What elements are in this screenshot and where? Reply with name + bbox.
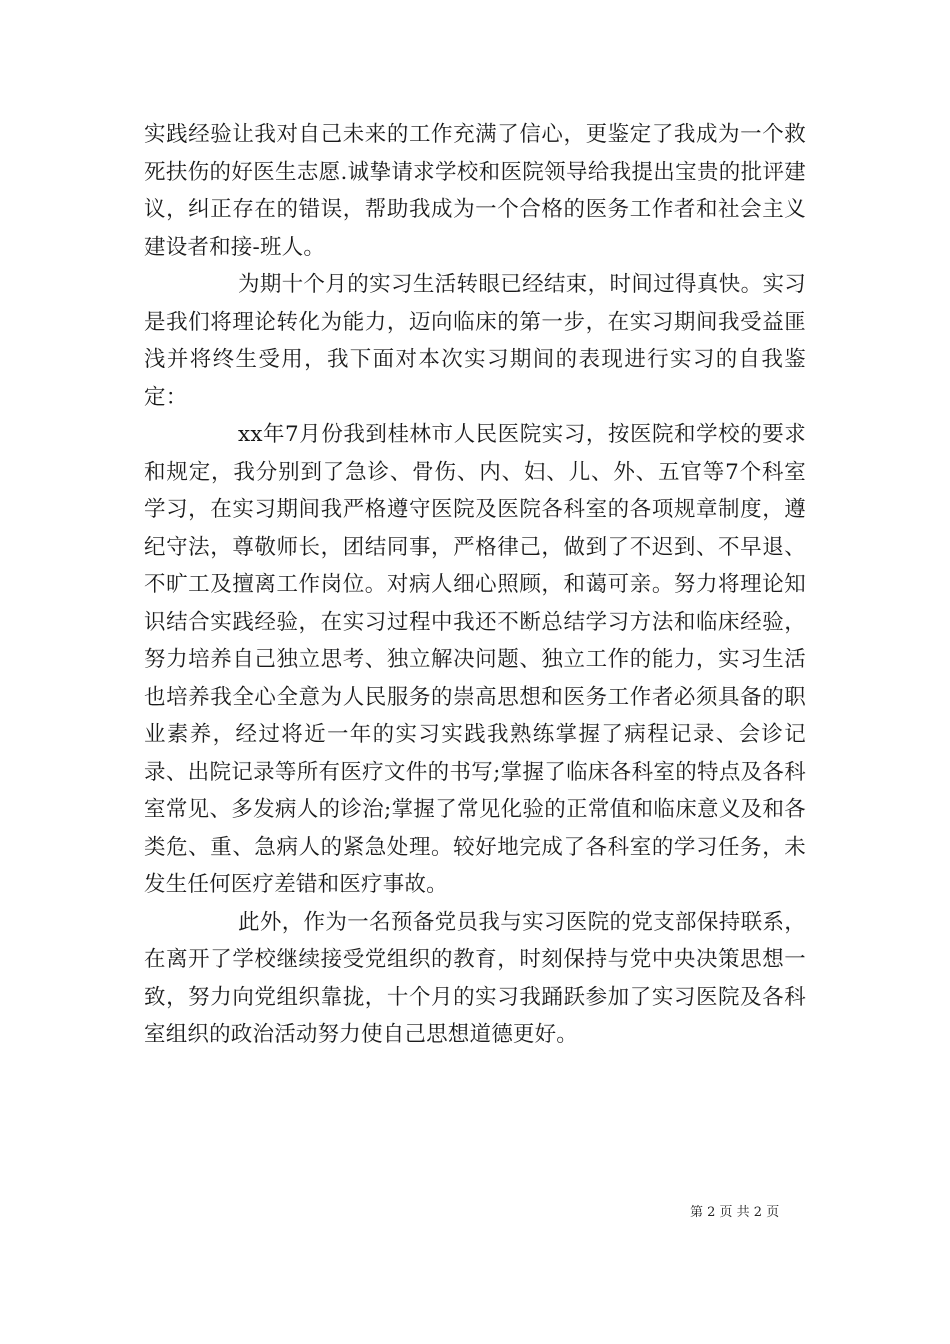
paragraph-internship-intro: 为期十个月的实习生活转眼已经结束，时间过得真快。实习是我们将理论转化为能力，迈向临床的第一步，在实习期间我受益匪浅并将终生受用，我下面对本次实习期间的表现进行实习的自我鉴定： [144, 272, 806, 410]
page-number-footer: 第 2 页 共 2 页 [690, 1205, 780, 1220]
document-body [144, 116, 806, 1054]
paragraph-party-activities: 此外，作为一名预备党员我与实习医院的党支部保持联系，在离开了学校继续接受党组织的教育，时刻保持与党中央决策思想一致，努力向党组织靠拢，十个月的实习我踊跃参加了实习医院及各科室组织的政治活动努力使自己思想道德更好。 [144, 909, 806, 1047]
paragraph-internship-details: xx年7月份我到桂林市人民医院实习，按医院和学校的要求和规定，我分别到了急诊、骨伤、内、妇、儿、外、五官等7个科室学习，在实习期间我严格遵守医院及医院各科室的各项规章制度，遵纪守法，尊敬师长，团结同事，严格律己，做到了不迟到、不早退、不旷工及擅离工作岗位。对病人细心照顾，和蔼可亲。努力将理论知识结合实践经验，在实习过程中我还不断总结学习方法和临床经验，努力培养自己独立思考、独立解决问题、独立工作的能力，实习生活也培养我全心全意为人民服务的崇高思想和医务工作者必须具备的职业素养，经过将近一年的实习实践我熟练掌握了病程记录、会诊记录、出院记录等所有医疗文件的书写;掌握了临床各科室的特点及各科室常见、多发病人的诊治;掌握了常见化验的正常值和临床意义及和各类危、重、急病人的紧急处理。较好地完成了各科室的学习任务，未发生任何医疗差错和医疗事故。 [144, 422, 806, 897]
paragraph-closing-remarks: 实践经验让我对自己未来的工作充满了信心，更鉴定了我成为一个救死扶伤的好医生志愿.诚挚请求学校和医院领导给我提出宝贵的批评建议，纠正存在的错误，帮助我成为一个合格的医务工作者和社会主义建设者和接-班人。 [144, 122, 806, 260]
